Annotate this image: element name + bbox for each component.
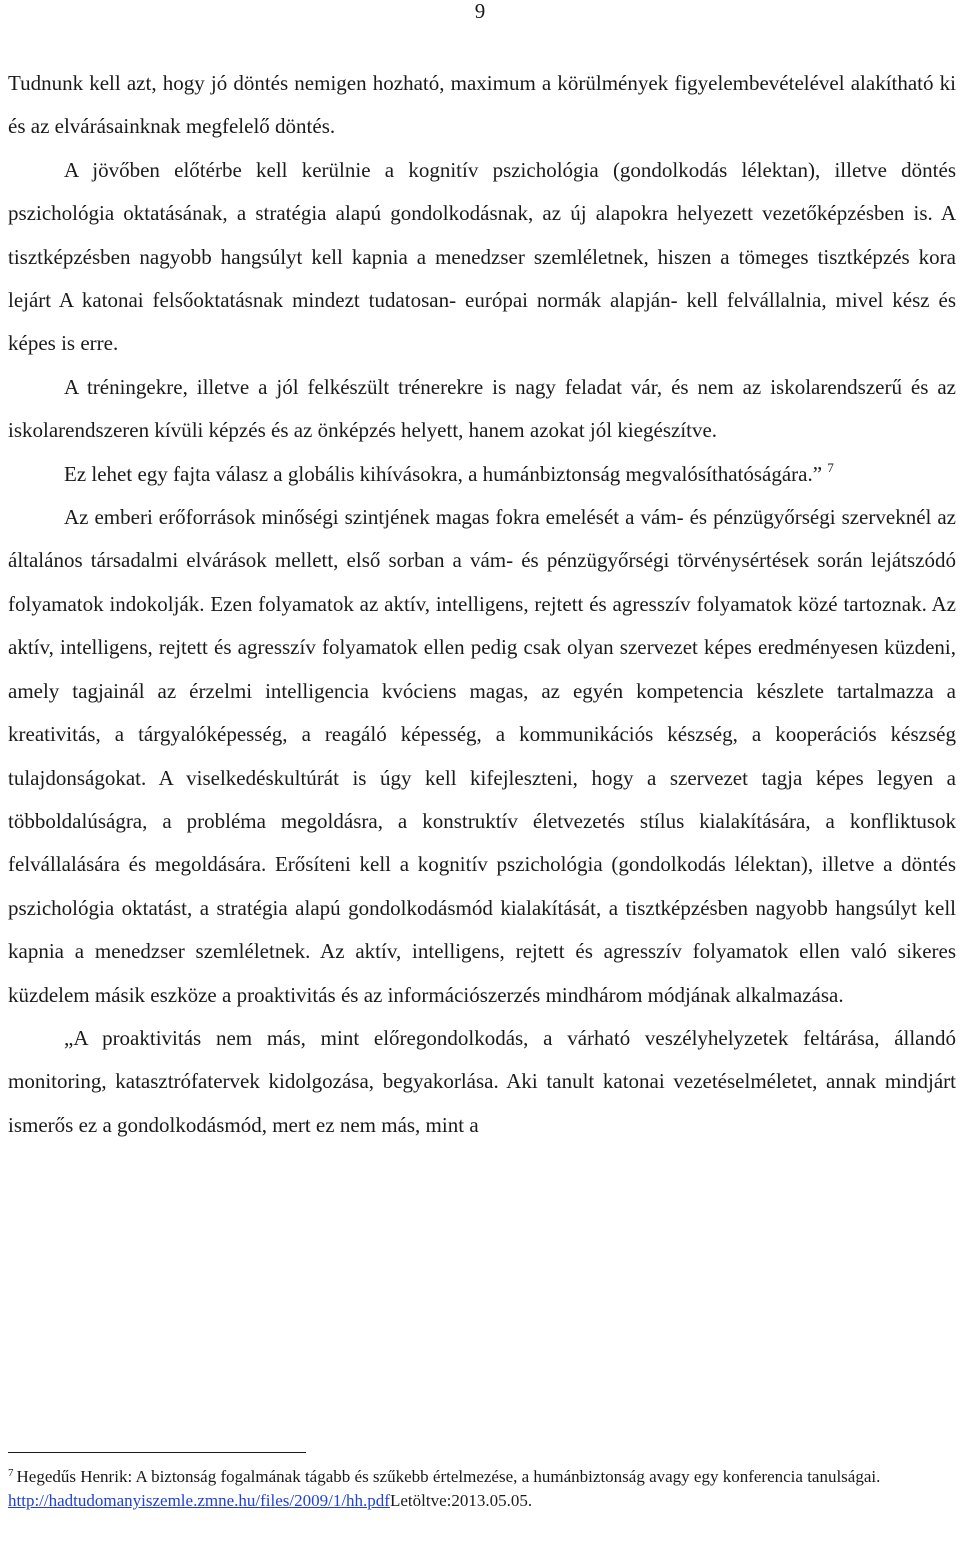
paragraph-2 bbox=[8, 149, 956, 366]
footnote-body bbox=[8, 1465, 956, 1489]
footnote-text: Hegedűs Henrik: A biztonság fogalmának tágabb és szűkebb értelmezése, a humánbiztonság avagy egy konferencia tanulságai. bbox=[16, 1467, 881, 1486]
page-number: 9 bbox=[474, 0, 486, 23]
footnote-source bbox=[8, 1489, 956, 1513]
paragraph-text: A jövőben előtérbe kell kerülnie a kognitív pszichológia (gondolkodás lélektan), illetve döntés pszichológia oktatásának, a stratégia alapú gondolkodásnak, az új alapokra helyezett vezetőképzésben is. A tisztképzésben nagyobb hangsúlyt kell kapnia a menedzser szemléletnek, hiszen a tömeges tisztképzés kora lejárt A katonai felsőoktatásnak mindezt tudatosan- európai normák alapján- kell felvállalnia, mivel kész és képes is erre. bbox=[8, 157, 956, 356]
paragraph-6 bbox=[8, 1017, 956, 1147]
paragraph-text: Ez lehet egy fajta válasz a globális kihívásokra, a humánbiztonság megvalósíthatóságára.” bbox=[64, 461, 823, 486]
paragraph-3 bbox=[8, 366, 956, 453]
footnote-link[interactable]: http://hadtudomanyiszemle.zmne.hu/files/2009/1/hh.pdf bbox=[8, 1491, 390, 1510]
footnote-marker: 7 bbox=[8, 1467, 14, 1479]
footnote-reference[interactable]: 7 bbox=[827, 459, 834, 475]
footnote-retrieved: Letöltve:2013.05.05. bbox=[389, 1491, 533, 1510]
paragraph-text: A tréningekre, illetve a jól felkészült trénerekre is nagy feladat vár, és nem az iskolarendszerű és az iskolarendszeren kívüli képzés és az önképzés helyett, hanem azokat jól kiegészítve. bbox=[8, 374, 956, 443]
paragraph-5 bbox=[8, 496, 956, 1017]
footnote-divider bbox=[8, 1452, 306, 1453]
paragraph-1 bbox=[8, 62, 956, 149]
paragraph-text: Tudnunk kell azt, hogy jó döntés nemigen hozható, maximum a körülmények figyelembevételével alakítható ki és az elvárásainknak megfelelő döntés. bbox=[8, 71, 956, 139]
footnote bbox=[8, 1465, 956, 1513]
paragraph-text: „A proaktivitás nem más, mint előregondolkodás, a várható veszélyhelyzetek feltárása, állandó monitoring, katasztrófatervek kidolgozása, begyakorlása. Aki tanult katonai vezetéselméletet, annak mindjárt ismerős ez a gondolkodásmód, mert ez nem más, mint a bbox=[8, 1025, 956, 1137]
body-text bbox=[8, 62, 956, 1147]
paragraph-text: Az emberi erőforrások minőségi szintjének magas fokra emelését a vám- és pénzügyőrségi szerveknél az általános társadalmi elvárások mellett, első sorban a vám- és pénzügyőrségi törvénysértések során lejátszódó folyamatok indokolják. Ezen folyamatok az aktív, intelligens, rejtett és agresszív folyamatok közé tartoznak. Az aktív, intelligens, rejtett és agresszív folyamatok ellen pedig csak olyan szervezet képes eredményesen küzdeni, amely tagjainál az érzelmi intelligencia kvóciens magas, az egyén kompetencia készlete tartalmazza a kreativitás, a tárgyalóképesség, a reagáló képesség, a kommunikációs készség, a kooperációs készség tulajdonságokat. A viselkedéskultúrát is úgy kell kifejleszteni, hogy a szervezet tagja képes legyen a többoldalúságra, a probléma megoldásra, a konstruktív életvezetés stílus kialakítására, a konfliktusok felvállalására és megoldására. Erősíteni kell a kognitív pszichológia (gondolkodás lélektan), illetve a döntés pszichológia oktatást, a stratégia alapú gondolkodásmód kialakítását, a tisztképzésben nagyobb hangsúlyt kell kapnia a menedzser szemléletnek. Az aktív, intelligens, rejtett és agresszív folyamatok ellen való sikeres küzdelem másik eszköze a proaktivitás és az információszerzés mindhárom módjának alkalmazása. bbox=[8, 505, 956, 1007]
paragraph-4 bbox=[8, 453, 956, 496]
